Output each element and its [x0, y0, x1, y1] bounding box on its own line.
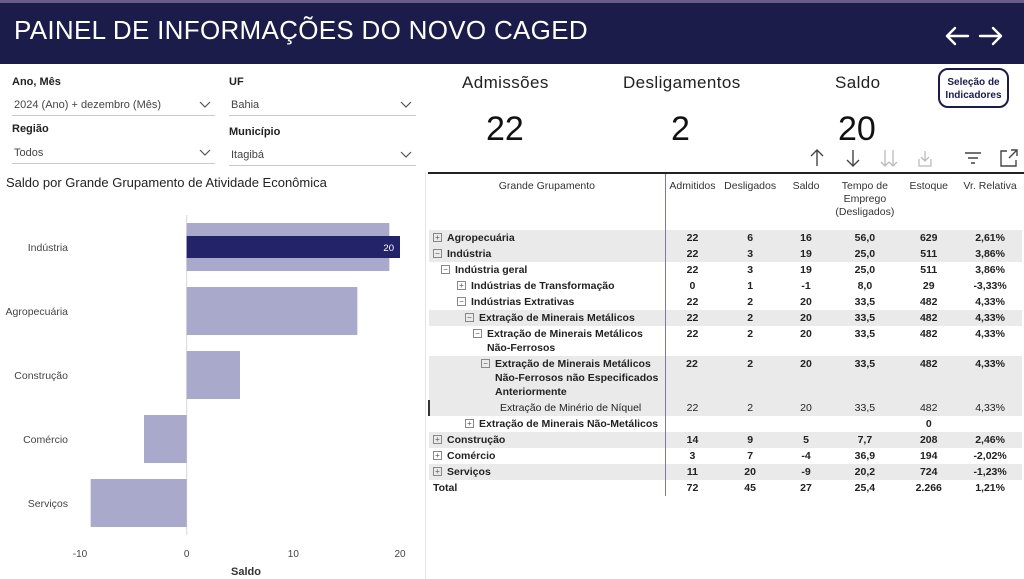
table-cell: 22 — [665, 356, 719, 400]
table-row[interactable] — [429, 294, 1022, 310]
category-label: Construção — [14, 370, 68, 382]
table-cell: 22 — [665, 230, 719, 246]
uf-value: Bahia — [231, 99, 260, 111]
table-cell: 482 — [899, 356, 959, 400]
table-cell: 25,4 — [854, 482, 876, 494]
ano-mes-label: Ano, Mês — [12, 76, 61, 88]
table-row[interactable] — [429, 230, 1022, 246]
table-cell: 45 — [744, 482, 756, 494]
table-cell: 482 — [899, 400, 959, 416]
row-label: Indústrias de Transformação — [471, 280, 615, 292]
table-cell: 19 — [800, 264, 812, 276]
table-row[interactable] — [429, 356, 1022, 400]
back-arrow-icon[interactable] — [942, 21, 972, 51]
table-cell: 20 — [781, 400, 831, 416]
table-total-row[interactable] — [429, 480, 1022, 496]
table-cell — [959, 416, 1022, 432]
table-cell: 1,21% — [975, 482, 1005, 494]
drill-up-icon[interactable] — [806, 147, 828, 169]
row-name-cell — [429, 278, 665, 294]
table-row[interactable] — [429, 278, 1022, 294]
selecao-indicadores-line1: Seleção de — [947, 77, 1000, 88]
regiao-label: Região — [12, 123, 49, 135]
regiao-select[interactable] — [12, 142, 215, 164]
page-title: PAINEL DE INFORMAÇÕES DO NOVO CAGED — [14, 15, 588, 45]
table-cell: -3,33% — [973, 280, 1007, 292]
table-cell: 6 — [719, 230, 781, 246]
x-tick-label: 0 — [183, 549, 190, 560]
table-cell: 629 — [899, 230, 959, 246]
row-name-cell — [429, 356, 665, 400]
table-cell: 724 — [899, 464, 959, 480]
row-name-cell — [429, 448, 665, 464]
table-cell: 16 — [781, 230, 831, 246]
table-cell: 4,33% — [959, 356, 1022, 400]
panel-divider — [425, 172, 426, 579]
expand-plus-icon[interactable]: + — [433, 435, 442, 444]
desligamentos-value: 2 — [671, 110, 690, 148]
table-cell: 33,5 — [854, 296, 876, 308]
table-row[interactable] — [429, 464, 1022, 480]
category-label: Serviços — [27, 498, 68, 510]
table-cell: 11 — [665, 464, 719, 480]
table-cell: 33,5 — [831, 310, 899, 326]
category-label: Indústria — [27, 242, 68, 254]
table-cell: 5 — [781, 432, 831, 448]
table-cell: 3 — [689, 450, 696, 462]
row-name-cell — [429, 464, 665, 480]
table-cell — [719, 416, 781, 432]
row-label: Indústria geral — [455, 264, 528, 276]
table-cell: 208 — [899, 432, 959, 448]
table-body — [429, 230, 1022, 496]
table-cell — [781, 416, 831, 432]
row-label: Serviços — [447, 466, 491, 478]
table-cell: 25,0 — [831, 246, 899, 262]
table-cell: 20 — [800, 296, 812, 308]
table-cell: 14 — [665, 432, 719, 448]
uf-label: UF — [229, 76, 244, 88]
table-cell: 7 — [747, 450, 754, 462]
table-header-row — [429, 174, 1022, 230]
table-row[interactable] — [429, 310, 1022, 326]
row-name-cell — [429, 294, 665, 310]
column-header[interactable]: Admitidos — [669, 180, 716, 192]
table-cell: 2.266 — [915, 482, 942, 494]
table-cell: 56,0 — [831, 230, 899, 246]
table-cell: 22 — [686, 264, 699, 276]
forward-arrow-icon[interactable] — [976, 21, 1006, 51]
expand-plus-icon[interactable]: + — [433, 467, 442, 476]
column-header[interactable]: Estoque — [909, 180, 948, 192]
row-name-cell — [429, 310, 665, 326]
chart-svg — [0, 195, 422, 579]
table-cell: 25,0 — [854, 264, 876, 276]
row-label: Extração de Minério de Níquel — [500, 402, 642, 414]
row-label: Extração de Minerais Metálicos Não-Ferrosos não Especificados Anteriormente — [495, 358, 659, 398]
table-cell: 3,86% — [975, 264, 1005, 276]
row-name-cell — [429, 400, 665, 416]
table-row[interactable] — [429, 262, 1022, 278]
chevron-down-icon — [199, 147, 211, 157]
matrix-table — [428, 172, 1024, 579]
row-name-cell — [429, 416, 665, 432]
row-name-cell — [429, 432, 665, 448]
row-name-cell — [429, 480, 665, 496]
row-label: Indústrias Extrativas — [471, 296, 575, 308]
ano-mes-select[interactable] — [12, 94, 215, 116]
table-cell: -4 — [801, 450, 811, 462]
table-cell: 7,7 — [831, 432, 899, 448]
table-cell: 482 — [899, 310, 959, 326]
expand-plus-icon[interactable]: + — [465, 419, 474, 428]
table-cell: 511 — [899, 246, 959, 262]
table-cell: 2,61% — [959, 230, 1022, 246]
table-cell: 3 — [747, 264, 754, 276]
table-cell: 3 — [719, 246, 781, 262]
table-cell: 0 — [689, 280, 696, 292]
table-cell: 9 — [719, 432, 781, 448]
row-label: Extração de Minerais Metálicos — [479, 312, 635, 324]
row-name-cell — [429, 246, 665, 262]
table-row[interactable] — [429, 326, 1022, 356]
collapse-minus-icon[interactable]: − — [481, 359, 490, 368]
row-label: Extração de Minerais Não-Metálicos — [479, 418, 659, 430]
table-cell: 4,33% — [959, 310, 1022, 326]
bar-comércio — [144, 415, 187, 463]
row-label: Indústria — [447, 248, 492, 260]
table-cell: 2 — [747, 328, 754, 340]
table-cell: 20 — [781, 356, 831, 400]
expand-hierarchy-icon[interactable] — [914, 147, 936, 169]
table-cell: -1 — [801, 280, 811, 292]
category-label: Comércio — [23, 434, 68, 446]
ano-mes-value: 2024 (Ano) + dezembro (Mês) — [14, 99, 162, 111]
table-cell: 36,9 — [854, 450, 876, 462]
table-cell: 33,5 — [831, 400, 899, 416]
data-label: 20 — [383, 243, 394, 254]
x-tick-label: 20 — [394, 549, 406, 560]
category-label: Agropecuária — [5, 306, 68, 318]
table-cell: -2,02% — [973, 450, 1007, 462]
table-cell: 482 — [919, 328, 938, 340]
expand-all-down-icon[interactable] — [878, 147, 900, 169]
table-cell: 20,2 — [831, 464, 899, 480]
table-cell — [831, 416, 899, 432]
table-cell — [665, 416, 719, 432]
table-row[interactable] — [429, 246, 1022, 262]
expand-plus-icon[interactable]: + — [433, 451, 442, 460]
chevron-down-icon — [400, 99, 412, 109]
x-axis-label: Saldo — [231, 566, 261, 578]
filter-icon[interactable] — [962, 147, 984, 169]
row-name-cell — [429, 230, 665, 246]
municipio-value: Itagibá — [231, 149, 265, 161]
row-label: Total — [433, 482, 458, 494]
table-cell: 27 — [800, 482, 812, 494]
table-row[interactable] — [429, 400, 1022, 416]
municipio-select[interactable] — [229, 144, 416, 166]
table-cell: 72 — [686, 482, 699, 494]
expand-plus-icon[interactable]: + — [457, 281, 466, 290]
table-cell: 8,0 — [857, 280, 873, 292]
row-label: Extração de Minerais Metálicos Não-Ferrosos — [487, 328, 643, 354]
table-cell: 2 — [719, 400, 781, 416]
table-cell: 511 — [920, 264, 938, 276]
table-cell: 194 — [919, 450, 938, 462]
admissoes-value: 22 — [486, 110, 524, 148]
table-cell: 22 — [665, 310, 719, 326]
selecao-indicadores-button[interactable] — [938, 68, 1009, 108]
highlight-bar — [187, 236, 400, 258]
selecao-indicadores-line2: Indicadores — [945, 90, 1002, 101]
row-label: Comércio — [447, 450, 496, 462]
row-name-cell — [429, 262, 665, 278]
municipio-label: Município — [229, 126, 281, 138]
column-header[interactable]: Grande Grupamento — [429, 174, 665, 230]
table-cell: 22 — [665, 400, 719, 416]
table-cell: 1 — [747, 280, 754, 292]
collapse-minus-icon[interactable]: − — [457, 297, 466, 306]
table-cell: 22 — [665, 246, 719, 262]
x-tick-label: 10 — [287, 549, 299, 560]
bar-construção — [187, 351, 240, 399]
table-cell: 3,86% — [959, 246, 1022, 262]
expand-plus-icon[interactable]: + — [433, 233, 442, 242]
table-cell: -9 — [781, 464, 831, 480]
collapse-minus-icon[interactable]: − — [465, 313, 474, 322]
table-cell: 29 — [922, 280, 935, 292]
row-label: Agropecuária — [447, 232, 515, 244]
desligamentos-label: Desligamentos — [623, 73, 741, 92]
table-row[interactable] — [429, 432, 1022, 448]
column-header[interactable]: Vr. Relativa — [963, 180, 1017, 192]
table-cell: 2,46% — [959, 432, 1022, 448]
table-cell: 33,5 — [854, 328, 876, 340]
regiao-value: Todos — [14, 147, 44, 159]
table-cell: 22 — [686, 328, 699, 340]
table-cell: 19 — [781, 246, 831, 262]
table-cell: -1,23% — [959, 464, 1022, 480]
x-tick-label: -10 — [72, 549, 88, 560]
table-cell: 2 — [719, 310, 781, 326]
column-header[interactable]: Saldo — [792, 180, 820, 192]
bar-agropecuária — [187, 287, 358, 335]
focus-mode-icon[interactable] — [998, 147, 1020, 169]
saldo-label: Saldo — [835, 73, 881, 92]
uf-select[interactable] — [229, 94, 416, 116]
collapse-minus-icon[interactable]: − — [441, 265, 450, 274]
table-cell: 482 — [919, 296, 938, 308]
bar-serviços — [91, 479, 187, 527]
row-label: Construção — [447, 434, 506, 446]
chevron-down-icon — [400, 149, 412, 159]
saldo-value: 20 — [838, 110, 876, 148]
column-header[interactable]: Desligados — [724, 180, 777, 192]
table-cell: 20 — [719, 464, 781, 480]
chevron-down-icon — [199, 99, 211, 109]
table-cell: 33,5 — [831, 356, 899, 400]
admissoes-label: Admissões — [462, 73, 549, 92]
table-cell: 20 — [800, 328, 812, 340]
drill-down-icon[interactable] — [842, 147, 864, 169]
table-cell: 0 — [925, 418, 932, 430]
table-cell: 20 — [781, 310, 831, 326]
table-cell: 22 — [686, 296, 699, 308]
table-cell: 4,33% — [975, 328, 1005, 340]
column-header[interactable]: Tempo de Emprego (Desligados) — [835, 180, 895, 218]
row-name-cell — [429, 326, 665, 356]
collapse-minus-icon[interactable]: − — [433, 249, 442, 258]
table-cell: 4,33% — [975, 296, 1005, 308]
table-cell: 2 — [719, 356, 781, 400]
table-cell: 4,33% — [959, 400, 1022, 416]
table-row[interactable] — [429, 448, 1022, 464]
chart-title: Saldo por Grande Grupamento de Atividade Econômica — [6, 175, 327, 190]
table-row[interactable] — [429, 416, 1022, 432]
header-bar — [0, 0, 1024, 64]
collapse-minus-icon[interactable]: − — [473, 329, 482, 338]
table-cell: 2 — [747, 296, 754, 308]
